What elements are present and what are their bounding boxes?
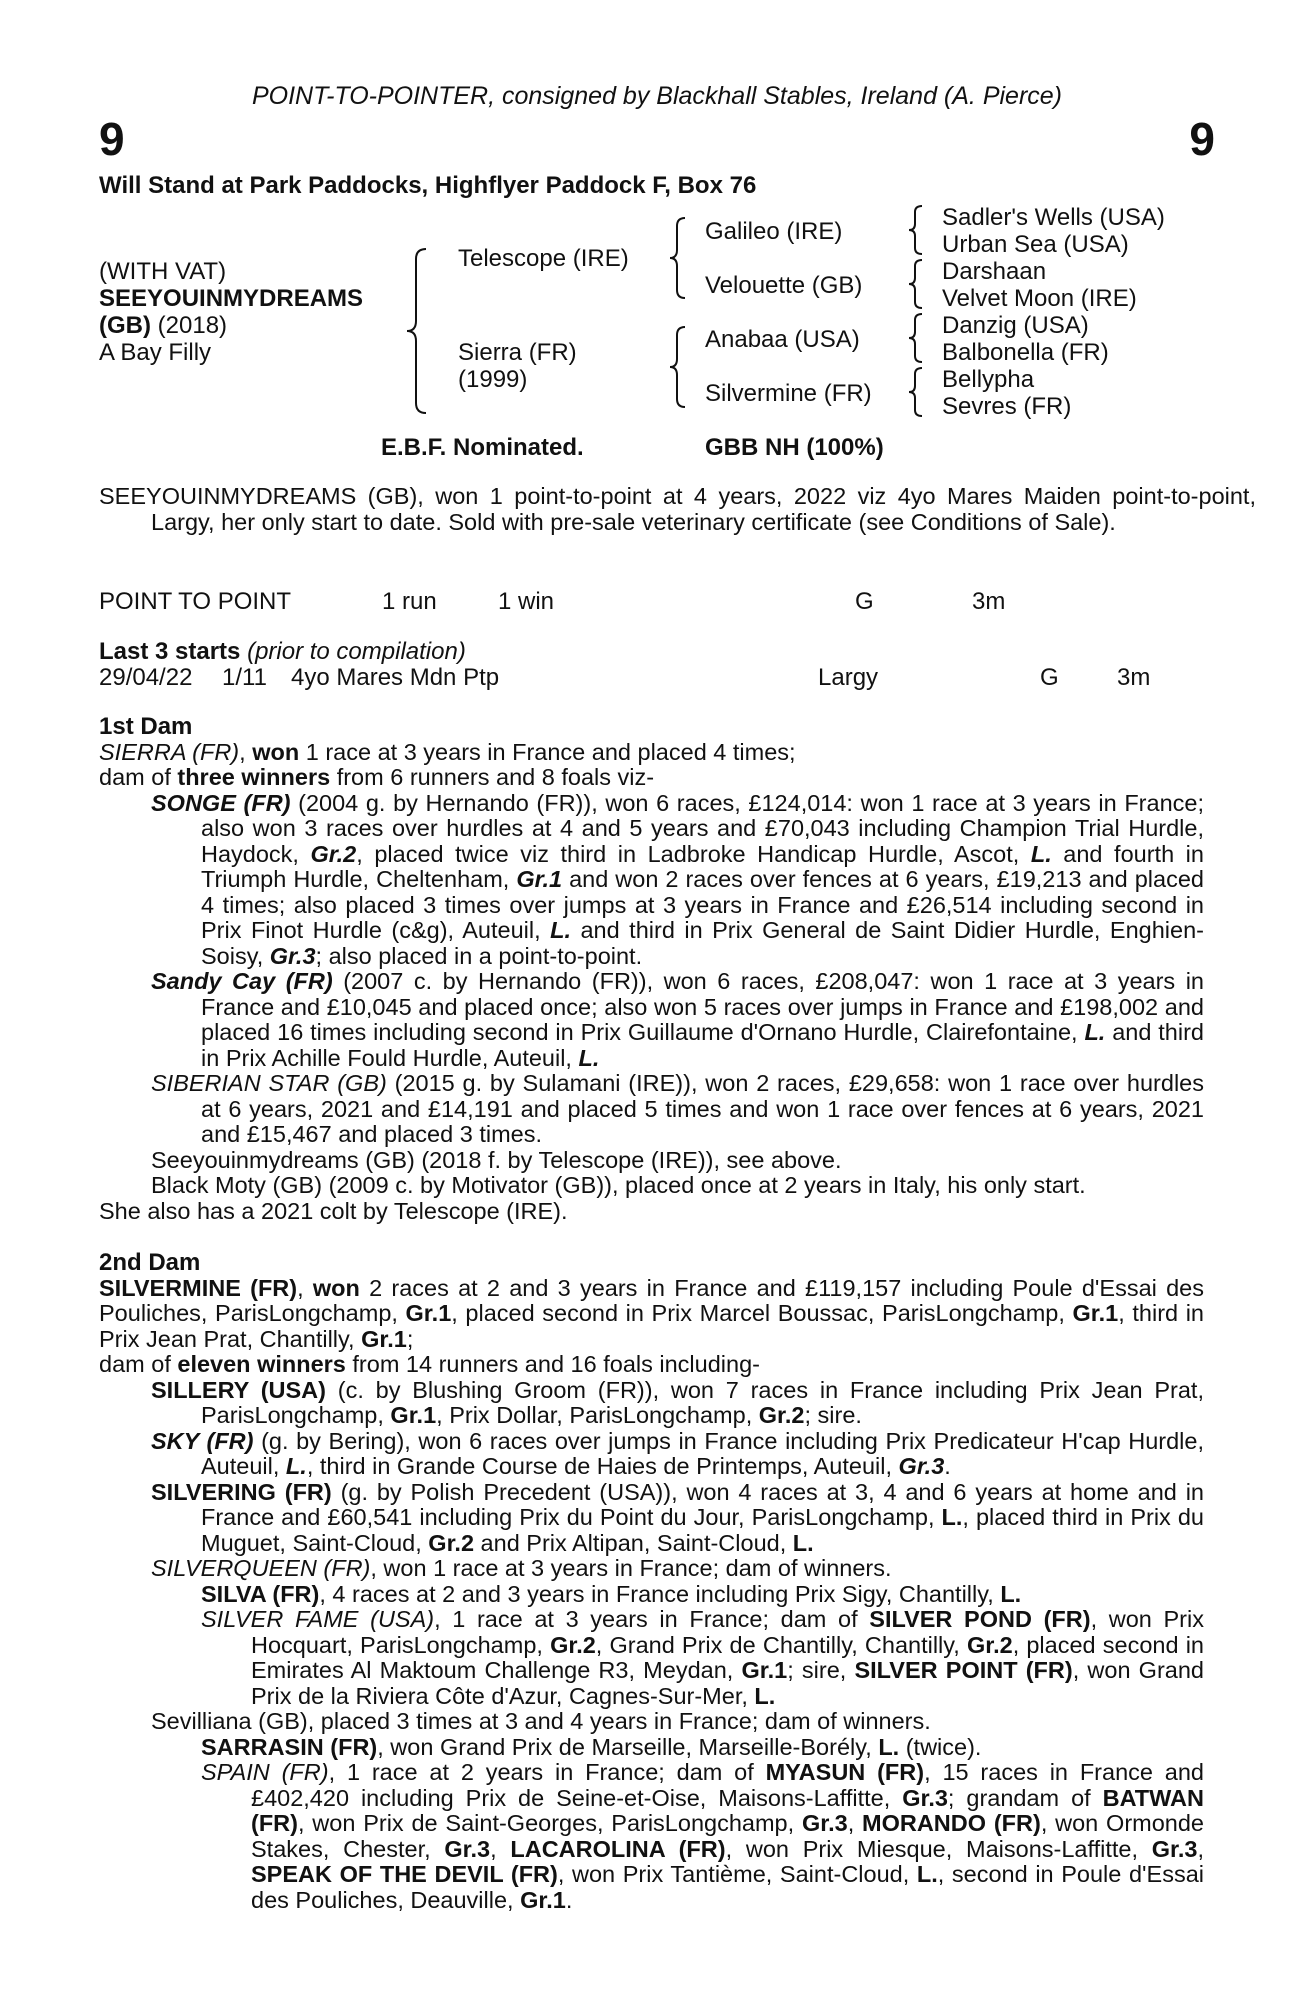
last-starts-title: Last 3 starts xyxy=(99,638,241,665)
progeny-name: SARRASIN (FR) xyxy=(201,1733,378,1760)
brace-generation-1 xyxy=(404,247,434,415)
horse-description: A Bay Filly xyxy=(99,339,212,366)
first-dam-section xyxy=(99,714,1204,1224)
grade-mark: L. xyxy=(578,1044,600,1071)
progeny-text: , won Grand Prix de Marseille, Marseille-Borély, xyxy=(377,1733,879,1760)
first-dam-produce xyxy=(99,765,1204,791)
progeny-text: (g. by Bering), won 6 races over jumps in France including Prix Predicateur H'cap Hurdle, Auteuil, xyxy=(201,1427,1204,1479)
grade-mark: Gr.3 xyxy=(1151,1835,1198,1862)
progeny-text: ; grandam of xyxy=(947,1784,1103,1811)
progeny-text: (2015 g. by Sulamani (IRE)), won 2 races, £29,658: won 1 race over hurdles at 6 years, 2021 and £14,191 and placed 5 times and won 1 race over fences at 6 years, 2021 and £15,467 and placed 3 times. xyxy=(201,1070,1204,1147)
first-dam-title: 1st Dam xyxy=(99,713,193,740)
horse-name: SEEYOUINMYDREAMS xyxy=(99,285,364,312)
progeny-text: , won Prix de Saint-Georges, ParisLongchamp, xyxy=(297,1810,802,1836)
second-dam-name: SILVERMINE (FR) xyxy=(99,1274,298,1301)
grade-mark: L. xyxy=(916,1861,938,1887)
progeny-text: (2007 c. by Hernando (FR)), won 6 races, £208,047: won 1 race at 3 years in France and £10,045 and placed once; also won 5 races over jumps in France and £198,002 and placed 16 times including second in Prix Guillaume d'Ornano Hurdle, Clairefontaine, xyxy=(201,968,1204,1045)
grade-mark: Gr.1 xyxy=(1072,1300,1119,1326)
progeny-silver-fame xyxy=(201,1607,1204,1709)
sds: Darshaan xyxy=(942,258,1047,285)
progeny-text: ; also placed in a point-to-point. xyxy=(315,942,643,969)
grade-mark: L. xyxy=(1084,1019,1106,1045)
progeny-name: MORANDO (FR) xyxy=(862,1810,1041,1836)
dds: Bellypha xyxy=(942,366,1035,393)
progeny-text: (2004 g. by Hernando (FR)), won 6 races, £124,014: won 1 race at 3 years in France; also won 3 races over hurdles at 4 and 5 years and £70,043 including Champion Trial Hurdle, Haydock, xyxy=(201,789,1204,867)
first-dam-won: won xyxy=(252,738,300,765)
dss: Danzig (USA) xyxy=(942,312,1089,339)
first-dam-name: SIERRA (FR) xyxy=(99,738,240,765)
grade-mark: Gr.2 xyxy=(758,1402,805,1428)
grade-mark: L. xyxy=(285,1453,307,1479)
consignor-header: POINT-TO-POINTER, consigned by Blackhall Stables, Ireland (A. Pierce) xyxy=(251,82,1063,110)
grade-mark: L. xyxy=(1030,840,1052,867)
dam-of-post: from 14 runners and 16 foals including- xyxy=(345,1351,760,1377)
intro-text: 2 races at 2 and 3 years in France and £119,157 including Poule d'Essai des Pouliches, ParisLongchamp, xyxy=(99,1274,1204,1326)
grade-mark: Gr.3 xyxy=(902,1784,948,1811)
progeny-text: , placed third in Prix du Muguet, Saint-Cloud, xyxy=(201,1504,1204,1556)
dam-sire: Anabaa (USA) xyxy=(705,326,860,353)
progeny-text: , xyxy=(847,1810,863,1836)
record-going: G xyxy=(855,588,874,615)
progeny-name: SKY (FR) xyxy=(151,1427,254,1454)
gbb-badge: GBB NH (100%) xyxy=(705,434,884,461)
progeny-text: and third in Prix General de Saint Didier Hurdle, Enghien-Soisy, xyxy=(201,917,1204,969)
ebf-nominated: E.B.F. Nominated. xyxy=(381,434,584,461)
progeny-name: SILVER POND (FR) xyxy=(869,1606,1091,1632)
summary-name: SEEYOUINMYDREAMS (GB) xyxy=(99,483,418,509)
progeny-text: , Prix Dollar, ParisLongchamp, xyxy=(436,1402,759,1428)
progeny-text: , placed second in Emirates Al Maktoum Challenge R3, Meydan, xyxy=(251,1631,1204,1683)
progeny-text: , won Prix Miesque, Maisons-Laffitte, xyxy=(725,1835,1152,1862)
start-going: G xyxy=(1040,664,1059,691)
progeny-text: ; sire, xyxy=(787,1657,855,1683)
progeny-name: MYASUN (FR) xyxy=(765,1759,925,1785)
dam-year: (1999) xyxy=(458,366,528,393)
horse-origin-year xyxy=(99,312,227,340)
intro-text: , third in Prix Jean Prat, Chantilly, xyxy=(99,1300,1205,1352)
progeny-sarrasin xyxy=(201,1735,1204,1761)
sdd: Velvet Moon (IRE) xyxy=(942,285,1137,312)
progeny-text: , placed twice viz third in Ladbroke Handicap Hurdle, Ascot, xyxy=(356,840,1031,867)
grade-mark: Gr.1 xyxy=(516,866,563,892)
progeny-text: , 15 races in France and £402,420 including Prix de Seine-et-Oise, Maisons-Laffitte, xyxy=(251,1759,1205,1811)
dam: Sierra (FR) xyxy=(458,339,577,366)
start-distance: 3m xyxy=(1117,664,1151,691)
horse-year: (2018) xyxy=(157,312,228,339)
intro-text: , placed second in Prix Marcel Boussac, ParisLongchamp, xyxy=(451,1300,1073,1326)
progeny-name: SONGE (FR) xyxy=(151,789,291,816)
grade-mark: Gr.2 xyxy=(966,1631,1013,1658)
progeny-text: , won Grand Prix de la Riviera Côte d'Azur, Cagnes-Sur-Mer, xyxy=(251,1657,1204,1709)
dam-of-post: from 6 runners and 8 foals viz- xyxy=(330,764,655,790)
grade-mark: Gr.3 xyxy=(269,942,316,969)
ssd: Urban Sea (USA) xyxy=(942,231,1129,258)
grade-mark: Gr.2 xyxy=(310,840,357,867)
grade-mark: Gr.2 xyxy=(550,1631,596,1658)
progeny-name: SILLERY (USA) xyxy=(151,1376,326,1403)
grade-mark: Gr.3 xyxy=(444,1835,491,1862)
progeny-silva xyxy=(201,1582,1204,1608)
dam-of-pre: dam of xyxy=(99,764,178,790)
progeny-text: , 1 race at 3 years in France; dam of xyxy=(434,1606,870,1632)
first-dam-intro-text: 1 race at 3 years in France and placed 4 times; xyxy=(299,738,796,765)
progeny-name: SPAIN (FR) xyxy=(201,1759,329,1785)
progeny-name: SIBERIAN STAR (GB) xyxy=(151,1070,387,1096)
progeny-text: and won 2 races over fences at 6 years, £19,213 and placed 4 times; also placed 3 times over jumps at 3 years in France and £26,514 including second in Prix Finot Hurdle (c&g), Auteuil, xyxy=(201,866,1204,943)
progeny-name: LACAROLINA (FR) xyxy=(510,1835,726,1862)
progeny-text: , third in Grande Course de Haies de Printemps, Auteuil, xyxy=(306,1453,899,1479)
lot-number-left: 9 xyxy=(99,113,125,165)
progeny-text: , xyxy=(1197,1835,1205,1862)
first-dam-intro: SIERRA (FR), won 1 race at 3 years in France and placed 4 times; xyxy=(99,738,796,765)
progeny-text: , won Prix Hocquart, ParisLongchamp, xyxy=(251,1606,1204,1658)
progeny-silvering xyxy=(151,1480,1204,1557)
vat-note: (WITH VAT) xyxy=(99,258,227,285)
second-dam-section xyxy=(99,1250,1204,1913)
progeny-text: , won Prix Tantième, Saint-Cloud, xyxy=(557,1861,917,1887)
progeny-black-moty: Black Moty (GB) (2009 c. by Motivator (GB)), placed once at 2 years in Italy, his only start. xyxy=(151,1172,1086,1198)
progeny-text: . xyxy=(944,1453,951,1479)
progeny-text: , won 1 race at 3 years in France; dam of winners. xyxy=(370,1555,892,1581)
grade-mark: L. xyxy=(1000,1580,1022,1607)
progeny-text: ; sire. xyxy=(804,1402,862,1428)
stand-location: Will Stand at Park Paddocks, Highflyer Paddock F, Box 76 xyxy=(99,172,757,199)
progeny-name: BATWAN (FR) xyxy=(251,1784,1204,1836)
horse-country: (GB) xyxy=(99,312,151,339)
progeny-silverqueen xyxy=(151,1556,1204,1582)
ddd: Sevres (FR) xyxy=(942,393,1072,420)
record-label: POINT TO POINT xyxy=(99,588,292,615)
start-date: 29/04/22 xyxy=(99,664,193,691)
intro-text: ; xyxy=(406,1325,414,1352)
second-dam-produce xyxy=(99,1352,1204,1378)
brace-dam-line xyxy=(667,325,691,409)
progeny-name: SILVERING (FR) xyxy=(151,1478,332,1505)
progeny-text: , won Ormonde Stakes, Chester, xyxy=(251,1810,1205,1862)
start-position: 1/11 xyxy=(222,664,267,691)
brace-dd xyxy=(906,366,928,418)
grade-mark: L. xyxy=(550,917,571,943)
record-distance: 3m xyxy=(972,588,1006,615)
progeny-text: , Grand Prix de Chantilly, Chantilly, xyxy=(595,1631,967,1658)
progeny-name: SPEAK OF THE DEVIL (FR) xyxy=(251,1861,558,1887)
progeny-text: and fourth in Triumph Hurdle, Cheltenham, xyxy=(201,840,1204,892)
grade-mark: Gr.1 xyxy=(405,1300,452,1326)
summary-paragraph xyxy=(99,484,1256,535)
start-race: 4yo Mares Mdn Ptp xyxy=(291,664,500,691)
progeny-songe xyxy=(151,791,1204,970)
progeny-name: SILVA (FR) xyxy=(201,1580,320,1607)
record-wins: 1 win xyxy=(498,588,555,615)
dsd: Balbonella (FR) xyxy=(942,339,1109,366)
grade-mark: Gr.1 xyxy=(520,1886,566,1913)
sss: Sadler's Wells (USA) xyxy=(942,204,1165,231)
progeny-text: , second in Poule d'Essai des Pouliches, Deauville, xyxy=(251,1861,1204,1913)
grade-mark: Gr.3 xyxy=(898,1453,945,1479)
progeny-text: , 4 races at 2 and 3 years in France including Prix Sigy, Chantilly, xyxy=(319,1580,1001,1607)
brace-sire-line xyxy=(667,216,691,300)
progeny-text: and third in Prix Achille Fould Hurdle, Auteuil, xyxy=(201,1019,1204,1071)
grade-mark: Gr.1 xyxy=(741,1657,788,1683)
progeny-text: (c. by Blushing Groom (FR)), won 7 races in France including Prix Jean Prat, ParisLongchamp, xyxy=(201,1376,1204,1428)
progeny-sky xyxy=(151,1429,1204,1480)
grade-mark: Gr.2 xyxy=(428,1529,475,1556)
second-dam-won: won xyxy=(312,1274,360,1301)
grade-mark: Gr.3 xyxy=(801,1810,848,1836)
lot-number-right: 9 xyxy=(1189,113,1215,165)
progeny-text: . xyxy=(565,1886,573,1913)
progeny-text: (twice). xyxy=(899,1733,982,1760)
first-dam-colt-note: She also has a 2021 colt by Telescope (IRE). xyxy=(99,1197,568,1224)
grade-mark: Gr.1 xyxy=(390,1402,437,1428)
last-starts-heading xyxy=(99,638,466,666)
progeny-name: Sandy Cay (FR) xyxy=(151,968,333,994)
progeny-seeyouinmydreams: Seeyouinmydreams (GB) (2018 f. by Telescope (IRE)), see above. xyxy=(151,1146,842,1173)
progeny-spain xyxy=(201,1760,1204,1913)
dam-of-pre: dam of xyxy=(99,1351,178,1377)
second-dam-title: 2nd Dam xyxy=(99,1249,201,1276)
grade-mark: Gr.1 xyxy=(361,1325,407,1352)
progeny-sillery xyxy=(151,1378,1204,1429)
sire-sire: Galileo (IRE) xyxy=(705,218,843,245)
dam-of-count: eleven winners xyxy=(177,1351,346,1377)
dam-of-count: three winners xyxy=(177,764,331,790)
progeny-text: (g. by Polish Precedent (USA)), won 4 races at 3, 4 and 6 years at home and in France and £60,541 including Prix du Point du Jour, ParisLongchamp, xyxy=(201,1478,1205,1530)
dam-dam: Silvermine (FR) xyxy=(705,380,872,407)
progeny-siberian-star xyxy=(151,1071,1204,1148)
start-course: Largy xyxy=(818,664,879,691)
progeny-text: , xyxy=(490,1835,511,1862)
grade-mark: L. xyxy=(792,1529,814,1556)
progeny-name: SILVER POINT (FR) xyxy=(854,1657,1073,1683)
progeny-text: and Prix Altipan, Saint-Cloud, xyxy=(474,1529,793,1556)
grade-mark: L. xyxy=(941,1504,963,1530)
brace-sd xyxy=(906,258,928,310)
last-starts-note: (prior to compilation) xyxy=(247,638,466,665)
grade-mark: L. xyxy=(754,1682,776,1709)
grade-mark: L. xyxy=(878,1733,900,1760)
progeny-text: , 1 race at 2 years in France; dam of xyxy=(328,1759,766,1785)
progeny-sevilliana: Sevilliana (GB), placed 3 times at 3 and 4 years in France; dam of winners. xyxy=(151,1708,931,1734)
sire: Telescope (IRE) xyxy=(458,245,629,272)
separator: , xyxy=(297,1274,313,1301)
sire-dam: Velouette (GB) xyxy=(705,272,863,299)
brace-ss xyxy=(906,204,928,256)
second-dam-intro xyxy=(99,1276,1204,1353)
record-runs: 1 run xyxy=(382,588,437,615)
progeny-sandy-cay xyxy=(151,969,1204,1071)
brace-ds xyxy=(906,312,928,364)
progeny-name: SILVER FAME (USA) xyxy=(201,1606,435,1632)
progeny-name: SILVERQUEEN (FR) xyxy=(151,1555,371,1581)
summary-text: , won 1 point-to-point at 4 years, 2022 viz 4yo Mares Maiden point-to-point, Largy, her only start to date. Sold with pre-sale veterinary certificate (see Conditions of Sale). xyxy=(151,483,1256,535)
